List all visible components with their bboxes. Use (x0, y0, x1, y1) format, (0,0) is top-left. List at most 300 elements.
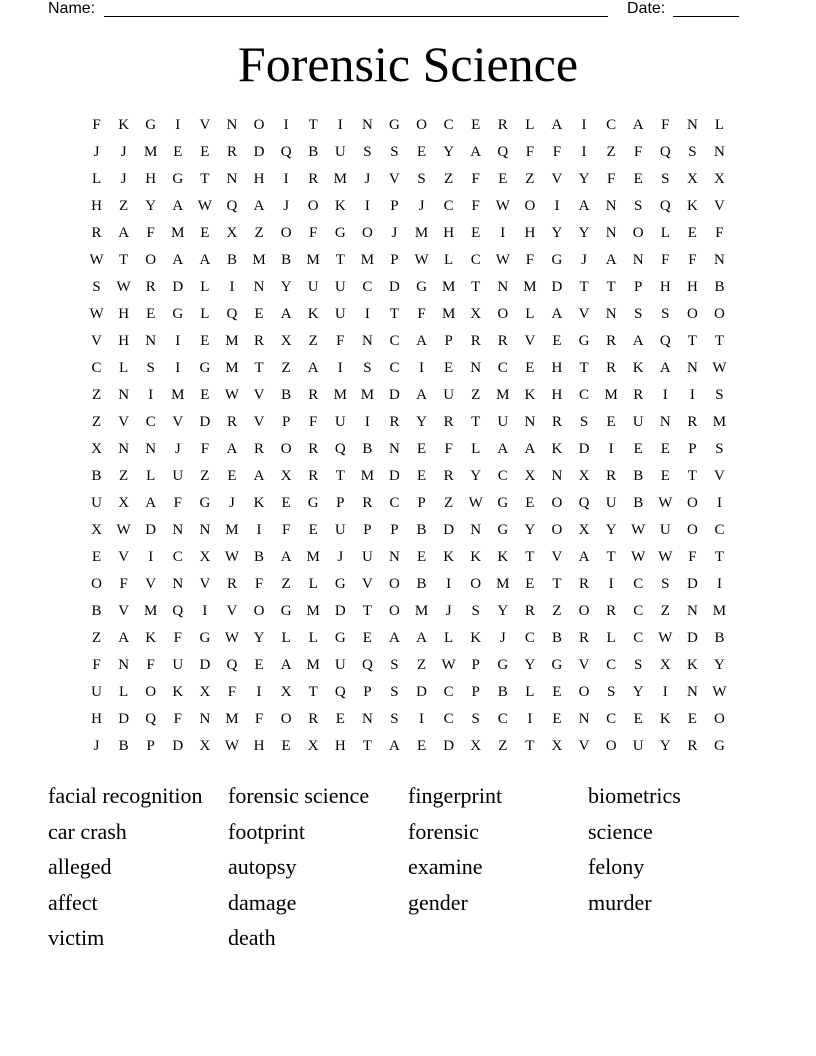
grid-letter: O (253, 603, 265, 619)
grid-letter: F (227, 684, 237, 700)
grid-letter: W (224, 549, 240, 565)
grid-letter: R (91, 225, 102, 241)
word-list-item: murder (588, 889, 652, 915)
grid-letter: H (253, 171, 265, 187)
grid-letter: G (714, 738, 725, 754)
grid-letter: I (581, 117, 587, 133)
grid-letter: E (633, 441, 643, 457)
grid-letter: J (418, 198, 425, 214)
grid-letter: F (634, 144, 643, 160)
grid-letter: E (281, 738, 291, 754)
grid-letter: J (445, 603, 452, 619)
grid-letter: T (119, 252, 129, 268)
grid-letter: Z (281, 576, 291, 592)
grid-letter: D (199, 414, 211, 430)
grid-letter: J (120, 144, 127, 160)
grid-letter: V (253, 414, 265, 430)
word-list-item: science (588, 818, 653, 844)
grid-letter: Q (226, 306, 238, 322)
grid-letter: N (686, 117, 698, 133)
grid-letter: Q (659, 198, 671, 214)
grid-letter: F (146, 657, 155, 673)
grid-letter: T (200, 171, 210, 187)
grid-letter: F (417, 306, 426, 322)
grid-letter: M (496, 576, 510, 592)
date-label: Date: (627, 0, 666, 17)
grid-letter: W (89, 306, 104, 322)
grid-letter: U (497, 414, 509, 430)
grid-letter: X (280, 684, 292, 700)
grid-letter: J (283, 198, 290, 214)
grid-letter: H (443, 225, 455, 241)
grid-letter: N (118, 657, 130, 673)
grid-letter: U (172, 468, 184, 484)
grid-letter: F (309, 225, 318, 241)
grid-letter: B (118, 738, 129, 754)
grid-letter: C (633, 576, 644, 592)
grid-letter: L (308, 576, 318, 592)
grid-letter: S (606, 684, 616, 700)
grid-letter: R (443, 468, 454, 484)
grid-letter: M (171, 225, 185, 241)
grid-letter: C (443, 198, 454, 214)
grid-letter: K (524, 387, 536, 403)
grid-letter: I (175, 117, 181, 133)
grid-letter: R (606, 468, 617, 484)
grid-letter: V (118, 549, 130, 565)
grid-letter: B (281, 387, 292, 403)
grid-letter: Z (308, 333, 318, 349)
grid-letter: U (334, 414, 346, 430)
grid-letter: I (175, 360, 181, 376)
grid-letter: O (497, 306, 509, 322)
grid-letter: F (525, 252, 535, 268)
grid-letter: U (172, 657, 184, 673)
grid-letter: N (145, 441, 157, 457)
grid-letter: W (116, 279, 131, 295)
grid-letter: N (659, 414, 671, 430)
grid-letter: T (254, 360, 264, 376)
grid-letter: O (714, 711, 725, 727)
grid-letter: B (497, 684, 508, 700)
grid-letter: F (281, 522, 291, 538)
grid-letter: T (389, 306, 400, 322)
grid-letter: A (632, 117, 644, 133)
grid-letter: K (551, 441, 563, 457)
grid-letter: A (145, 495, 157, 511)
grid-letter: F (173, 495, 182, 511)
grid-letter: C (172, 549, 183, 565)
grid-letter: F (336, 333, 345, 349)
grid-letter: W (712, 360, 727, 376)
grid-letter: F (119, 576, 128, 592)
grid-letter: G (497, 657, 509, 673)
grid-letter: R (606, 360, 617, 376)
grid-letter: M (604, 387, 618, 403)
grid-letter: P (688, 441, 697, 457)
grid-letter: D (145, 522, 157, 538)
grid-letter: P (363, 684, 372, 700)
grid-letter: M (441, 306, 456, 322)
grid-letter: V (91, 333, 102, 349)
grid-letter: T (714, 333, 725, 349)
grid-letter: I (419, 711, 425, 727)
grid-letter: G (199, 630, 211, 646)
grid-letter: C (497, 711, 508, 727)
grid-letter: B (91, 468, 102, 484)
grid-letter: V (199, 576, 211, 592)
grid-letter: H (551, 360, 563, 376)
grid-letter: O (686, 495, 698, 511)
grid-letter: E (416, 144, 427, 160)
grid-letter: O (470, 576, 482, 592)
grid-letter: K (253, 495, 265, 511)
word-list-item: biometrics (588, 783, 681, 808)
grid-letter: Y (145, 198, 157, 214)
grid-letter: E (91, 549, 102, 565)
grid-letter: E (606, 414, 616, 430)
grid-letter: L (471, 441, 481, 457)
grid-letter: D (578, 441, 590, 457)
grid-letter: T (525, 549, 535, 565)
grid-letter: N (226, 117, 238, 133)
grid-letter: W (658, 495, 673, 511)
grid-letter: L (714, 117, 725, 133)
grid-letter: F (688, 549, 697, 565)
grid-letter: J (581, 252, 587, 268)
grid-letter: B (91, 603, 102, 619)
grid-letter: W (414, 252, 429, 268)
grid-letter: I (337, 117, 343, 133)
grid-letter: W (224, 630, 240, 646)
word-list-item: car crash (48, 818, 127, 844)
grid-letter: U (443, 387, 455, 403)
grid-letter: K (118, 117, 130, 133)
grid-letter: Q (578, 495, 590, 511)
grid-letter: I (419, 360, 425, 376)
grid-letter: C (443, 711, 454, 727)
grid-letter: N (714, 252, 725, 268)
grid-letter: M (523, 279, 537, 295)
grid-letter: D (199, 657, 211, 673)
grid-letter: F (92, 657, 101, 673)
grid-letter: P (281, 414, 291, 430)
grid-letter: P (471, 684, 480, 700)
grid-letter: A (551, 117, 563, 133)
grid-letter: B (362, 441, 373, 457)
grid-letter: E (335, 711, 345, 727)
grid-letter: S (715, 441, 724, 457)
grid-letter: L (525, 117, 535, 133)
grid-letter: E (498, 171, 508, 187)
grid-letter: G (199, 495, 211, 511)
grid-letter: V (578, 306, 590, 322)
grid-letter: K (443, 549, 455, 565)
grid-letter: O (389, 576, 400, 592)
grid-letter: N (118, 441, 130, 457)
grid-letter: Q (361, 657, 373, 673)
grid-letter: K (172, 684, 184, 700)
grid-letter: P (390, 198, 399, 214)
grid-letter: A (280, 306, 292, 322)
grid-letter: R (226, 414, 237, 430)
grid-letter: E (471, 225, 481, 241)
grid-letter: A (470, 144, 482, 160)
grid-letter: W (658, 630, 673, 646)
grid-letter: L (119, 684, 129, 700)
grid-letter: B (714, 630, 725, 646)
grid-letter: E (416, 738, 427, 754)
grid-letter: O (605, 738, 617, 754)
grid-letter: K (632, 360, 644, 376)
grid-letter: T (579, 279, 589, 295)
grid-letter: I (716, 576, 722, 592)
grid-letter: X (280, 468, 292, 484)
grid-letter: L (525, 684, 535, 700)
grid-letter: H (524, 225, 536, 241)
grid-letter: P (471, 657, 480, 673)
grid-letter: I (283, 117, 289, 133)
grid-letter: L (525, 306, 535, 322)
grid-letter: T (471, 414, 481, 430)
grid-letter: E (200, 225, 210, 241)
grid-letter: A (172, 198, 184, 214)
name-field[interactable] (104, 16, 608, 17)
grid-letter: S (471, 603, 480, 619)
grid-letter: E (200, 144, 210, 160)
grid-letter: N (470, 522, 482, 538)
grid-letter: Z (660, 603, 670, 619)
grid-letter: E (281, 495, 291, 511)
grid-letter: N (361, 333, 373, 349)
grid-letter: G (334, 225, 346, 241)
grid-letter: E (552, 711, 562, 727)
grid-letter: Z (416, 657, 427, 673)
grid-letter: R (254, 441, 265, 457)
grid-letter: E (525, 495, 535, 511)
grid-letter: E (362, 630, 372, 646)
grid-letter: F (525, 144, 535, 160)
grid-letter: Q (659, 333, 671, 349)
word-list-item: victim (48, 925, 105, 950)
grid-letter: E (254, 657, 264, 673)
grid-letter: Y (605, 522, 617, 538)
grid-letter: U (632, 414, 644, 430)
grid-letter: E (660, 441, 670, 457)
grid-letter: N (605, 225, 617, 241)
grid-letter: A (497, 441, 509, 457)
grid-letter: L (91, 171, 102, 187)
grid-letter: A (226, 441, 238, 457)
grid-letter: N (524, 414, 536, 430)
grid-letter: D (443, 522, 455, 538)
grid-letter: M (225, 522, 239, 538)
grid-letter: V (389, 171, 400, 187)
grid-letter: I (662, 684, 668, 700)
grid-letter: X (578, 468, 590, 484)
grid-letter: G (551, 657, 563, 673)
word-list-item: autopsy (228, 854, 297, 879)
grid-letter: Z (119, 198, 129, 214)
grid-letter: E (633, 711, 643, 727)
grid-letter: D (389, 468, 400, 484)
grid-letter: M (306, 657, 320, 673)
grid-letter: H (118, 306, 130, 322)
grid-letter: L (606, 630, 616, 646)
grid-letter: D (172, 279, 184, 295)
grid-letter: A (280, 549, 292, 565)
grid-letter: E (525, 360, 535, 376)
grid-letter: I (148, 387, 154, 403)
grid-letter: X (199, 684, 211, 700)
grid-letter: D (172, 738, 184, 754)
grid-letter: E (416, 441, 427, 457)
grid-letter: B (308, 144, 319, 160)
grid-letter: O (578, 684, 590, 700)
grid-letter: D (389, 387, 400, 403)
grid-letter: A (632, 333, 644, 349)
grid-letter: T (362, 738, 372, 754)
grid-letter: Z (444, 495, 454, 511)
grid-letter: N (118, 387, 130, 403)
grid-letter: A (416, 630, 427, 646)
grid-letter: R (470, 333, 481, 349)
grid-letter: Y (253, 630, 265, 646)
word-list-item: forensic (408, 818, 479, 844)
grid-letter: M (712, 603, 727, 619)
grid-letter: G (145, 117, 157, 133)
grid-letter: V (145, 576, 157, 592)
grid-letter: L (146, 468, 156, 484)
date-field[interactable] (673, 16, 739, 17)
grid-letter: Z (119, 468, 129, 484)
grid-letter: C (497, 468, 508, 484)
word-list-item: gender (408, 889, 468, 915)
grid-letter: S (390, 144, 399, 160)
grid-letter: I (689, 387, 695, 403)
grid-letter: X (659, 657, 671, 673)
grid-letter: O (551, 495, 563, 511)
grid-letter: O (686, 522, 698, 538)
grid-letter: N (605, 198, 617, 214)
grid-letter: S (661, 576, 670, 592)
grid-letter: Q (497, 144, 509, 160)
grid-letter: T (308, 684, 318, 700)
grid-letter: R (606, 333, 617, 349)
grid-letter: L (200, 306, 210, 322)
grid-letter: X (578, 522, 590, 538)
grid-letter: M (144, 144, 158, 160)
grid-letter: V (714, 198, 725, 214)
grid-letter: O (714, 306, 725, 322)
grid-letter: S (715, 387, 724, 403)
grid-letter: T (335, 468, 345, 484)
grid-letter: E (146, 306, 156, 322)
grid-letter: A (578, 549, 590, 565)
grid-letter: I (608, 576, 614, 592)
grid-letter: X (91, 522, 102, 538)
grid-letter: F (688, 252, 697, 268)
grid-letter: R (226, 576, 237, 592)
grid-letter: N (632, 252, 644, 268)
grid-letter: U (334, 144, 346, 160)
grid-letter: S (146, 360, 155, 376)
grid-letter: K (470, 630, 482, 646)
grid-letter: L (444, 630, 454, 646)
grid-letter: T (606, 279, 616, 295)
grid-letter: M (360, 468, 375, 484)
grid-letter: D (118, 711, 130, 727)
grid-letter: E (416, 549, 427, 565)
grid-letter: Y (497, 603, 509, 619)
grid-letter: A (389, 738, 400, 754)
grid-letter: V (551, 549, 563, 565)
grid-letter: V (578, 738, 590, 754)
grid-letter: C (443, 684, 454, 700)
grid-letter: V (551, 171, 563, 187)
grid-letter: F (92, 117, 101, 133)
grid-letter: P (336, 495, 345, 511)
grid-letter: R (579, 576, 590, 592)
grid-letter: O (389, 603, 400, 619)
grid-letter: O (145, 684, 157, 700)
grid-letter: E (200, 387, 210, 403)
grid-letter: G (280, 603, 292, 619)
grid-letter: A (307, 360, 319, 376)
grid-letter: V (172, 414, 184, 430)
grid-letter: Z (91, 387, 102, 403)
word-list (48, 780, 768, 958)
grid-letter: E (416, 468, 427, 484)
grid-letter: R (308, 441, 319, 457)
word-list-item: footprint (228, 818, 305, 844)
grid-letter: B (281, 252, 292, 268)
grid-letter: O (280, 225, 292, 241)
grid-letter: G (172, 171, 184, 187)
grid-letter: Q (280, 144, 292, 160)
grid-letter: G (389, 117, 400, 133)
grid-letter: R (633, 387, 644, 403)
grid-letter: Z (525, 171, 535, 187)
grid-letter: B (714, 279, 725, 295)
grid-letter: Q (172, 603, 184, 619)
grid-letter: X (199, 549, 211, 565)
grid-letter: I (716, 495, 722, 511)
grid-letter: C (443, 117, 454, 133)
grid-letter: W (89, 252, 104, 268)
grid-letter: R (308, 468, 319, 484)
grid-letter: L (119, 360, 129, 376)
grid-letter: C (606, 657, 617, 673)
grid-letter: F (444, 441, 453, 457)
grid-letter: B (416, 576, 427, 592)
grid-letter: C (362, 279, 373, 295)
grid-letter: X (470, 738, 482, 754)
grid-letter: C (145, 414, 156, 430)
grid-letter: L (200, 279, 210, 295)
grid-letter: O (253, 117, 265, 133)
grid-letter: Y (443, 144, 455, 160)
grid-letter: C (91, 360, 102, 376)
word-list-item: damage (228, 889, 297, 915)
grid-letter: G (497, 522, 509, 538)
grid-letter: M (360, 387, 375, 403)
grid-letter: K (470, 549, 482, 565)
grid-letter: A (416, 387, 427, 403)
grid-letter: N (389, 441, 400, 457)
grid-letter: C (633, 603, 644, 619)
grid-letter: C (633, 630, 644, 646)
